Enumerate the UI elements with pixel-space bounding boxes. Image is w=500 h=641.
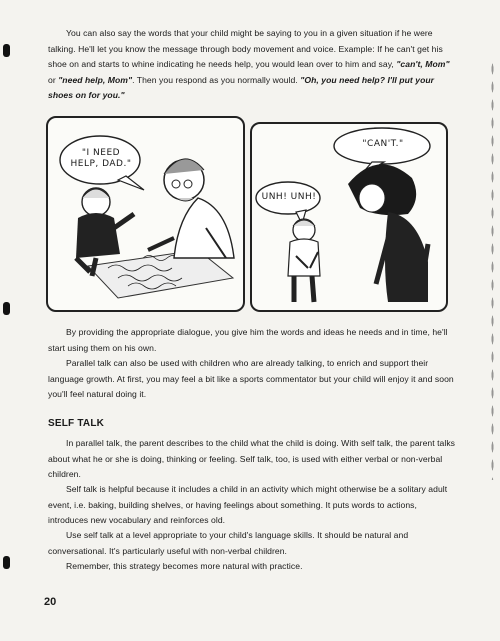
page-number: 20	[44, 596, 57, 608]
illustration-right-drawing	[252, 124, 446, 310]
right-speech-bubble-child: UNH! UNH!	[261, 192, 317, 202]
self-talk-paragraph-4: Remember, this strategy becomes more natural with practice.	[66, 561, 303, 571]
intro-quote-cant: "can't, Mom"	[396, 59, 450, 70]
binder-hole-bottom	[3, 556, 10, 569]
self-talk-paragraph-2: Self talk is helpful because it includes a child in an activity which might otherwise be a solitary adult event, i.e. baking, building shelves, or having feelings about something. It puts words to actions, introduces new vocabulary and reinforces old.	[48, 484, 448, 526]
illustration-left-drawing	[48, 118, 243, 310]
self-talk-paragraph-3: Use self talk at a level appropriate to your child's language skills. It should be natural and conversational. It's particularly useful with non-verbal children.	[48, 530, 409, 556]
illustration-right	[250, 122, 448, 312]
intro-text-2: . Then you respond as you normally would.	[132, 74, 301, 85]
body-paragraph-2: Parallel talk can also be used with children who are already talking, to enrich and support their language growth. At first, you may feel a bit like a sports commentator but your child will enjoy it and soon you'll feel natural doing it.	[48, 358, 454, 400]
illustration-left	[46, 116, 245, 312]
binder-hole-top	[3, 44, 10, 57]
binder-hole-middle	[3, 302, 10, 315]
self-talk-paragraph-1: In parallel talk, the parent describes to the child what the child is doing. With self talk, the parent talks about what he or she is doing, thinking or feeling. Self talk, too, is used with either verbal or non-verbal children.	[48, 438, 456, 480]
intro-quote-response: "Oh, you need help? I'll put your shoes on for you."	[48, 74, 435, 101]
margin-dots	[491, 60, 494, 480]
section-heading: SELF TALK	[48, 418, 105, 429]
right-speech-bubble-top: "CAN'T."	[362, 139, 404, 149]
intro-paragraph	[48, 26, 458, 104]
intro-quote-need-help: "need help, Mom"	[58, 74, 133, 85]
left-speech-bubble: "I NEED HELP, DAD."	[70, 148, 132, 169]
intro-text: You can also say the words that your child might be saying to you in a given situation if he were talking. He'll let you know the message through body movement and voice. Example: If he can't get his shoe on and starts to whine indicating he needs help, you would lean over to him and say,	[48, 28, 443, 70]
intro-or: or	[48, 74, 59, 85]
body-paragraph-1: By providing the appropriate dialogue, you give him the words and ideas he needs and in time, he'll start using them on his own.	[48, 327, 448, 353]
